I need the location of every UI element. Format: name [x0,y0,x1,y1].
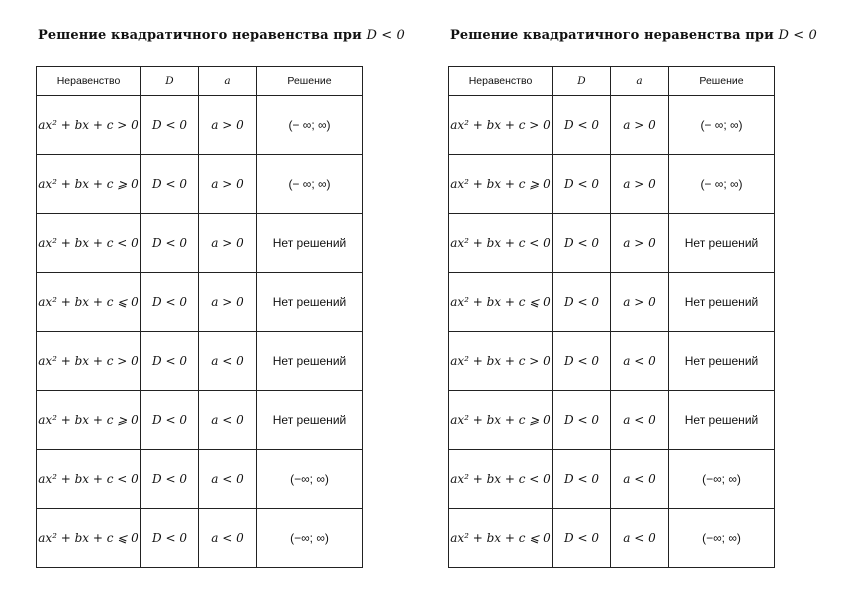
coefficient-cell: a < 0 [611,332,669,391]
discriminant-cell: D < 0 [553,332,611,391]
table-row [37,332,363,391]
inequality-cell: ax² + bx + c < 0 [449,214,553,273]
inequality-cell: ax² + bx + c ⩾ 0 [449,391,553,450]
solution-cell: (−∞; ∞) [669,509,775,568]
table-row [449,273,775,332]
table-row [37,96,363,155]
left-inequality-table [36,66,363,568]
header-solution: Решение [669,67,775,96]
coefficient-cell: a < 0 [611,450,669,509]
solution-cell: Нет решений [669,332,775,391]
coefficient-cell: a > 0 [611,155,669,214]
inequality-cell: ax² + bx + c ⩾ 0 [37,155,141,214]
coefficient-cell: a > 0 [199,214,257,273]
table-row [449,96,775,155]
header-inequality: Неравенство [449,67,553,96]
table-header-row [449,67,775,96]
solution-cell: Нет решений [257,391,363,450]
solution-cell: Нет решений [257,214,363,273]
table-row [37,450,363,509]
solution-cell: (−∞; ∞) [669,450,775,509]
discriminant-cell: D < 0 [141,509,199,568]
solution-cell: Нет решений [669,391,775,450]
discriminant-cell: D < 0 [141,273,199,332]
table-row [449,509,775,568]
solution-cell: (− ∞; ∞) [257,96,363,155]
inequality-cell: ax² + bx + c ⩽ 0 [37,273,141,332]
header-discriminant: D [141,67,199,96]
table-row [37,391,363,450]
table-row [449,391,775,450]
inequality-cell: ax² + bx + c < 0 [37,450,141,509]
solution-cell: Нет решений [257,273,363,332]
discriminant-cell: D < 0 [141,332,199,391]
solution-cell: Нет решений [257,332,363,391]
right-inequality-table [448,66,775,568]
inequality-cell: ax² + bx + c ⩾ 0 [37,391,141,450]
solution-cell: (−∞; ∞) [257,450,363,509]
coefficient-cell: a > 0 [611,96,669,155]
inequality-cell: ax² + bx + c ⩾ 0 [449,155,553,214]
inequality-cell: ax² + bx + c ⩽ 0 [37,509,141,568]
coefficient-cell: a > 0 [199,96,257,155]
coefficient-cell: a > 0 [611,214,669,273]
solution-cell: (− ∞; ∞) [669,96,775,155]
header-solution: Решение [257,67,363,96]
table-row [37,155,363,214]
inequality-cell: ax² + bx + c > 0 [37,96,141,155]
table-row [37,214,363,273]
header-inequality: Неравенство [37,67,141,96]
inequality-cell: ax² + bx + c < 0 [37,214,141,273]
inequality-cell: ax² + bx + c < 0 [449,450,553,509]
table-row [449,450,775,509]
coefficient-cell: a < 0 [199,450,257,509]
coefficient-cell: a < 0 [611,509,669,568]
right-title-text: Решение квадратичного неравенства при [450,28,774,43]
inequality-cell: ax² + bx + c ⩽ 0 [449,273,553,332]
solution-cell: Нет решений [669,273,775,332]
discriminant-cell: D < 0 [553,391,611,450]
inequality-cell: ax² + bx + c > 0 [449,332,553,391]
table-header-row [37,67,363,96]
discriminant-cell: D < 0 [553,96,611,155]
inequality-cell: ax² + bx + c > 0 [37,332,141,391]
left-title-text: Решение квадратичного неравенства при [38,28,362,43]
discriminant-cell: D < 0 [141,96,199,155]
coefficient-cell: a < 0 [199,391,257,450]
discriminant-cell: D < 0 [141,155,199,214]
table-row [37,509,363,568]
header-coefficient: a [611,67,669,96]
left-title-math: D < 0 [366,28,405,43]
inequality-cell: ax² + bx + c ⩽ 0 [449,509,553,568]
discriminant-cell: D < 0 [553,450,611,509]
left-table-title [38,28,405,43]
solution-cell: (− ∞; ∞) [257,155,363,214]
discriminant-cell: D < 0 [141,391,199,450]
right-table-title [450,28,817,43]
right-title-math: D < 0 [778,28,817,43]
table-row [449,214,775,273]
coefficient-cell: a < 0 [611,391,669,450]
solution-cell: Нет решений [669,214,775,273]
coefficient-cell: a > 0 [611,273,669,332]
table-row [37,273,363,332]
inequality-cell: ax² + bx + c > 0 [449,96,553,155]
coefficient-cell: a < 0 [199,509,257,568]
discriminant-cell: D < 0 [553,273,611,332]
table-row [449,155,775,214]
header-coefficient: a [199,67,257,96]
coefficient-cell: a > 0 [199,273,257,332]
solution-cell: (−∞; ∞) [257,509,363,568]
discriminant-cell: D < 0 [141,214,199,273]
discriminant-cell: D < 0 [553,155,611,214]
header-discriminant: D [553,67,611,96]
discriminant-cell: D < 0 [553,509,611,568]
coefficient-cell: a > 0 [199,155,257,214]
solution-cell: (− ∞; ∞) [669,155,775,214]
discriminant-cell: D < 0 [141,450,199,509]
coefficient-cell: a < 0 [199,332,257,391]
discriminant-cell: D < 0 [553,214,611,273]
table-row [449,332,775,391]
